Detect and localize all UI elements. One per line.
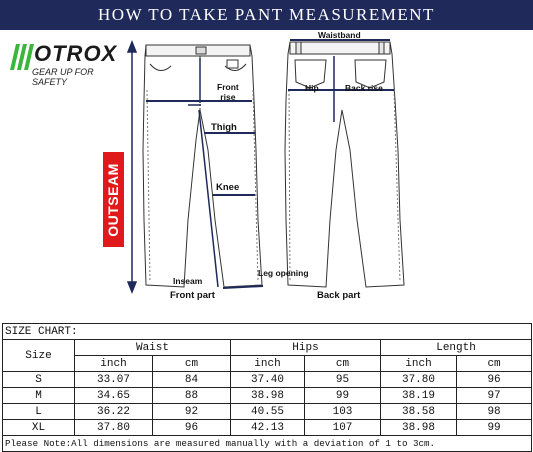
value-cell: 99 xyxy=(305,388,381,404)
logo-brand-text: OTROX xyxy=(34,41,118,66)
value-cell: 38.98 xyxy=(231,388,305,404)
size-cell: S xyxy=(3,372,75,388)
size-chart-title: SIZE CHART: xyxy=(3,324,532,340)
value-cell: 38.19 xyxy=(381,388,457,404)
label-leg-opening: Leg opening xyxy=(258,268,309,278)
label-thigh: Thigh xyxy=(211,122,237,133)
size-chart xyxy=(2,323,531,452)
value-cell: 99 xyxy=(457,420,532,436)
measurement-note: Please Note:All dimensions are measured manually with a deviation of 1 to 3cm. xyxy=(3,436,532,452)
length-group-header: Length xyxy=(381,340,532,356)
logo-tagline: GEAR UP FOR SAFETY xyxy=(32,67,94,87)
unit-header: cm xyxy=(457,356,532,372)
value-cell: 38.98 xyxy=(381,420,457,436)
value-cell: 37.40 xyxy=(231,372,305,388)
value-cell: 33.07 xyxy=(75,372,153,388)
pant-measurement-diagram xyxy=(0,30,533,320)
size-cell: XL xyxy=(3,420,75,436)
size-cell: M xyxy=(3,388,75,404)
value-cell: 38.58 xyxy=(381,404,457,420)
hips-group-header: Hips xyxy=(231,340,381,356)
unit-header: cm xyxy=(305,356,381,372)
value-cell: 42.13 xyxy=(231,420,305,436)
size-column-header: Size xyxy=(3,340,75,372)
label-back-part: Back part xyxy=(317,290,361,301)
value-cell: 84 xyxy=(153,372,231,388)
table-row xyxy=(3,404,532,420)
value-cell: 36.22 xyxy=(75,404,153,420)
value-cell: 96 xyxy=(457,372,532,388)
unit-header: inch xyxy=(231,356,305,372)
outseam-label: OUTSEAM xyxy=(105,163,121,237)
outseam-arrow xyxy=(128,42,136,292)
table-row xyxy=(3,388,532,404)
table-row xyxy=(3,420,532,436)
value-cell: 37.80 xyxy=(75,420,153,436)
waist-group-header: Waist xyxy=(75,340,231,356)
table-unit-header-row xyxy=(3,356,532,372)
label-hip: Hip xyxy=(305,83,319,93)
size-cell: L xyxy=(3,404,75,420)
value-cell: 103 xyxy=(305,404,381,420)
table-note-row xyxy=(3,436,532,452)
value-cell: 88 xyxy=(153,388,231,404)
value-cell: 40.55 xyxy=(231,404,305,420)
label-inseam: Inseam xyxy=(173,276,203,286)
value-cell: 97 xyxy=(457,388,532,404)
value-cell: 92 xyxy=(153,404,231,420)
page-banner xyxy=(0,0,533,30)
table-title-row xyxy=(3,324,532,340)
front-pants-drawing xyxy=(143,45,262,287)
unit-header: inch xyxy=(75,356,153,372)
value-cell: 37.80 xyxy=(381,372,457,388)
value-cell: 34.65 xyxy=(75,388,153,404)
back-pants-drawing xyxy=(285,42,404,287)
label-waistband: Waistband xyxy=(318,30,361,40)
value-cell: 95 xyxy=(305,372,381,388)
unit-header: inch xyxy=(381,356,457,372)
label-back-rise: Back rise xyxy=(345,83,383,93)
banner-title: HOW TO TAKE PANT MEASUREMENT xyxy=(98,5,435,24)
unit-header: cm xyxy=(153,356,231,372)
value-cell: 107 xyxy=(305,420,381,436)
value-cell: 98 xyxy=(457,404,532,420)
label-knee: Knee xyxy=(216,182,240,193)
table-group-header-row xyxy=(3,340,532,356)
label-front-rise: Front rise xyxy=(217,82,239,102)
value-cell: 96 xyxy=(153,420,231,436)
label-front-part: Front part xyxy=(170,290,215,301)
size-chart-table xyxy=(2,323,532,452)
table-row xyxy=(3,372,532,388)
